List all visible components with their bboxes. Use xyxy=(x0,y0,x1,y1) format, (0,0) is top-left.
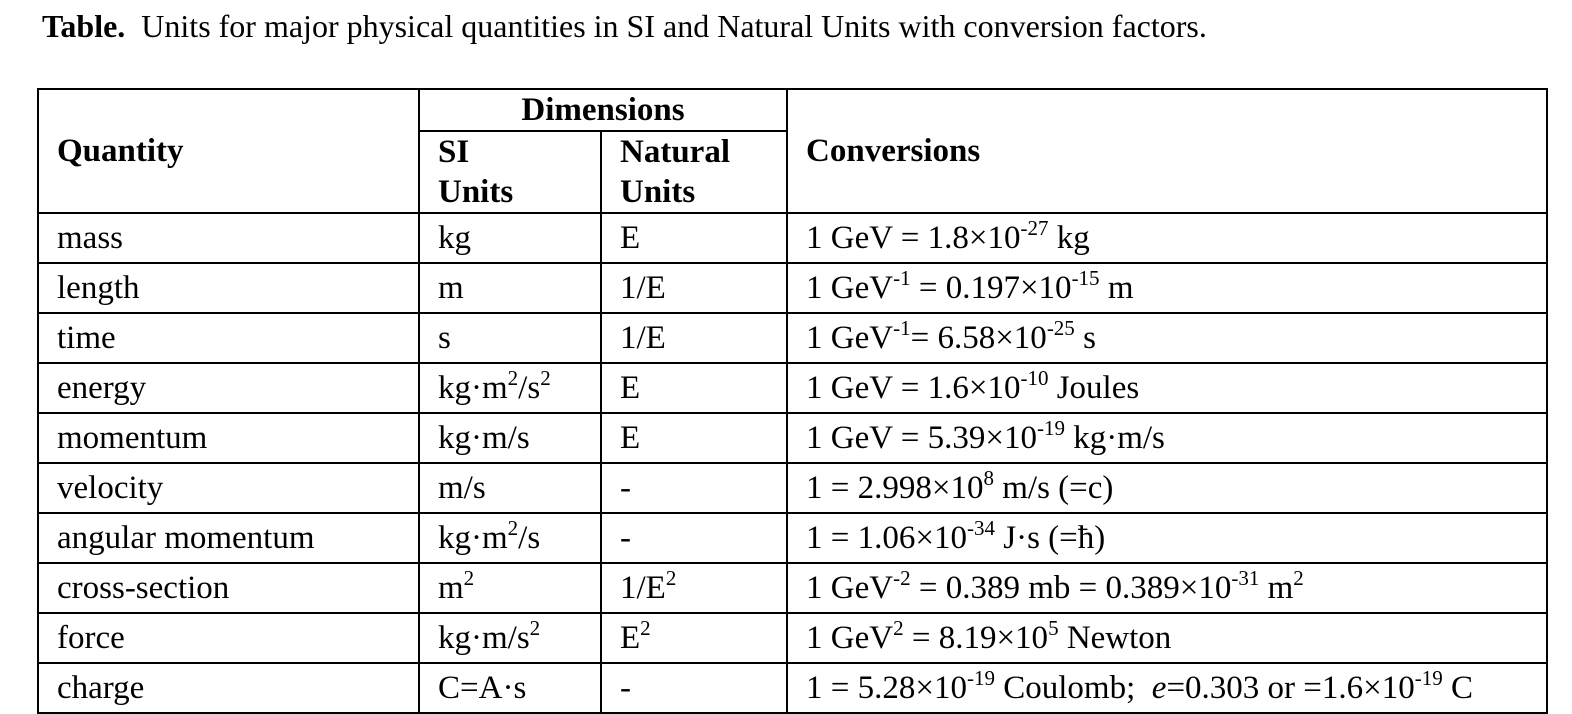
conversion-cell-segment: 2 xyxy=(893,616,904,640)
conversion-cell-segment: 1 GeV xyxy=(806,570,894,606)
conversion-cell-segment: -1 xyxy=(893,266,911,290)
si-units-cell xyxy=(419,313,601,363)
si-units-cell-segment: 2 xyxy=(529,616,541,640)
conversion-cell-segment: -10 xyxy=(1020,366,1049,390)
natural-units-cell-segment: - xyxy=(620,520,631,556)
conversion-cell-segment: = 6.58×10 xyxy=(910,320,1047,356)
quantity-cell: force xyxy=(38,613,419,663)
table-row xyxy=(38,263,1547,313)
quantity-cell: charge xyxy=(38,663,419,713)
si-units-cell xyxy=(419,463,601,513)
conversion-cell-segment: 2 xyxy=(1293,566,1304,590)
table-row xyxy=(38,513,1547,563)
si-units-cell-segment: m/s xyxy=(438,470,486,506)
conversion-cell xyxy=(787,363,1547,413)
natural-units-cell xyxy=(601,363,787,413)
quantity-cell: cross-section xyxy=(38,563,419,613)
si-units-cell-segment: m xyxy=(438,270,464,306)
quantity-cell: mass xyxy=(38,213,419,263)
si-units-cell xyxy=(419,363,601,413)
conversion-cell-segment: -19 xyxy=(1036,416,1065,440)
quantity-cell: angular momentum xyxy=(38,513,419,563)
conversion-cell-segment: 1 GeV xyxy=(806,270,894,306)
caption-text: Units for major physical quantities in SI and Natural Units with conversion factors. xyxy=(141,8,1207,44)
natural-units-cell xyxy=(601,613,787,663)
si-units-header xyxy=(419,131,601,213)
natural-units-header-line2: Units xyxy=(620,174,696,210)
si-units-cell-segment: kg·m xyxy=(438,520,508,556)
quantity-cell: momentum xyxy=(38,413,419,463)
natural-units-cell-segment: - xyxy=(620,470,631,506)
natural-units-cell-segment: E xyxy=(620,620,641,656)
si-units-cell-segment: 2 xyxy=(540,366,551,390)
table-row xyxy=(38,613,1547,663)
quantity-cell: time xyxy=(38,313,419,363)
si-units-cell xyxy=(419,563,601,613)
conversion-cell-segment: = 8.19×10 xyxy=(903,620,1049,656)
si-units-header-line1: SI xyxy=(438,134,470,170)
conversion-cell-segment: m/s (=c) xyxy=(994,470,1114,506)
conversion-cell-segment: kg xyxy=(1048,220,1090,256)
conversion-cell-segment: 1 GeV xyxy=(806,620,894,656)
natural-units-cell-segment: 1/E xyxy=(620,320,666,356)
natural-units-cell xyxy=(601,313,787,363)
natural-units-cell xyxy=(601,213,787,263)
conversion-cell-segment: C xyxy=(1442,670,1474,706)
natural-units-cell xyxy=(601,513,787,563)
caption-label: Table. xyxy=(42,8,126,44)
conversion-cell-segment: =0.303 or =1.6×10 xyxy=(1166,670,1415,706)
si-units-cell-segment: C=A·s xyxy=(438,670,527,706)
si-units-cell-segment: kg·m/s xyxy=(438,420,530,456)
table-row xyxy=(38,213,1547,263)
si-units-cell-segment: /s xyxy=(518,520,541,556)
si-units-cell-segment: kg·m xyxy=(438,370,508,406)
natural-units-cell-segment: 2 xyxy=(640,616,651,640)
conversion-cell xyxy=(787,263,1547,313)
natural-units-cell xyxy=(601,463,787,513)
table-row xyxy=(38,463,1547,513)
table-row xyxy=(38,313,1547,363)
conversion-cell-segment: Coulomb; xyxy=(995,670,1152,706)
conversion-cell-segment: -31 xyxy=(1231,566,1260,590)
natural-units-cell-segment: 1/E xyxy=(620,570,666,606)
table-row xyxy=(38,663,1547,713)
conversion-cell-segment: -2 xyxy=(893,566,911,590)
si-units-header-line2: Units xyxy=(438,174,514,210)
conversion-cell-segment: = 0.197×10 xyxy=(910,270,1072,306)
si-units-cell-segment: kg·m/s xyxy=(438,620,530,656)
conversion-cell xyxy=(787,513,1547,563)
table-caption xyxy=(42,8,1207,45)
conversion-cell-segment: 1 GeV = 5.39×10 xyxy=(806,420,1037,456)
units-table xyxy=(37,88,1548,714)
conversion-cell xyxy=(787,563,1547,613)
conversion-cell-segment: -34 xyxy=(967,516,995,540)
dimensions-header: Dimensions xyxy=(419,89,787,131)
conversion-cell xyxy=(787,213,1547,263)
table-row xyxy=(38,413,1547,463)
conversion-cell-segment: 1 GeV = 1.6×10 xyxy=(806,370,1021,406)
natural-units-cell xyxy=(601,563,787,613)
conversion-cell-segment: -1 xyxy=(893,316,911,340)
natural-units-cell xyxy=(601,663,787,713)
si-units-cell xyxy=(419,263,601,313)
natural-units-cell xyxy=(601,263,787,313)
conversion-cell-segment: -15 xyxy=(1071,266,1100,290)
table-body xyxy=(38,213,1547,713)
table-row xyxy=(38,363,1547,413)
conversion-cell-segment: 1 = 1.06×10 xyxy=(806,520,967,556)
conversion-cell xyxy=(787,613,1547,663)
quantity-cell: length xyxy=(38,263,419,313)
si-units-cell-segment: m xyxy=(438,570,464,606)
si-units-cell xyxy=(419,213,601,263)
conversion-cell-segment: = 0.389 mb = 0.389×10 xyxy=(910,570,1232,606)
quantity-header: Quantity xyxy=(38,89,419,213)
conversion-cell-segment: 1 GeV = 1.8×10 xyxy=(806,220,1021,256)
natural-units-cell-segment: 1/E xyxy=(620,270,666,306)
conversion-cell-segment: 1 GeV xyxy=(806,320,894,356)
si-units-cell xyxy=(419,613,601,663)
conversion-cell xyxy=(787,313,1547,363)
table-row xyxy=(38,563,1547,613)
conversion-cell xyxy=(787,463,1547,513)
si-units-cell xyxy=(419,513,601,563)
natural-units-cell-segment: - xyxy=(620,670,631,706)
conversion-cell-segment: m xyxy=(1099,270,1134,306)
si-units-cell-segment: 2 xyxy=(507,366,519,390)
si-units-cell-segment: kg xyxy=(438,220,471,256)
si-units-cell-segment: s xyxy=(438,320,451,356)
si-units-cell-segment: 2 xyxy=(507,516,519,540)
conversion-cell-segment: 5 xyxy=(1048,616,1059,640)
quantity-cell: velocity xyxy=(38,463,419,513)
natural-units-header-line1: Natural xyxy=(620,134,730,170)
conversions-header: Conversions xyxy=(787,89,1547,213)
conversion-cell-segment: 8 xyxy=(983,466,994,490)
conversion-cell-segment: Newton xyxy=(1058,620,1172,656)
conversion-cell xyxy=(787,663,1547,713)
si-units-cell xyxy=(419,413,601,463)
natural-units-cell-segment: E xyxy=(620,220,641,256)
conversion-cell-segment: kg·m/s xyxy=(1064,420,1165,456)
conversion-cell-segment: 1 = 2.998×10 xyxy=(806,470,984,506)
natural-units-cell-segment: E xyxy=(620,420,641,456)
quantity-cell: energy xyxy=(38,363,419,413)
si-units-cell-segment: /s xyxy=(518,370,541,406)
conversion-cell-segment: -19 xyxy=(1414,666,1443,690)
conversion-cell-segment: -25 xyxy=(1046,316,1075,340)
natural-units-header xyxy=(601,131,787,213)
conversion-cell-segment: Joules xyxy=(1048,370,1140,406)
conversion-cell-segment: J·s (=ħ) xyxy=(995,520,1106,556)
conversion-cell-segment: e xyxy=(1151,670,1167,706)
conversion-cell-segment: -27 xyxy=(1020,216,1049,240)
conversion-cell-segment: m xyxy=(1259,570,1294,606)
conversion-cell-segment: s xyxy=(1074,320,1096,356)
conversion-cell-segment: 1 = 5.28×10 xyxy=(806,670,967,706)
si-units-cell-segment: 2 xyxy=(463,566,475,590)
conversion-cell xyxy=(787,413,1547,463)
natural-units-cell-segment: 2 xyxy=(665,566,677,590)
natural-units-cell-segment: E xyxy=(620,370,641,406)
natural-units-cell xyxy=(601,413,787,463)
si-units-cell xyxy=(419,663,601,713)
conversion-cell-segment: -19 xyxy=(967,666,995,690)
